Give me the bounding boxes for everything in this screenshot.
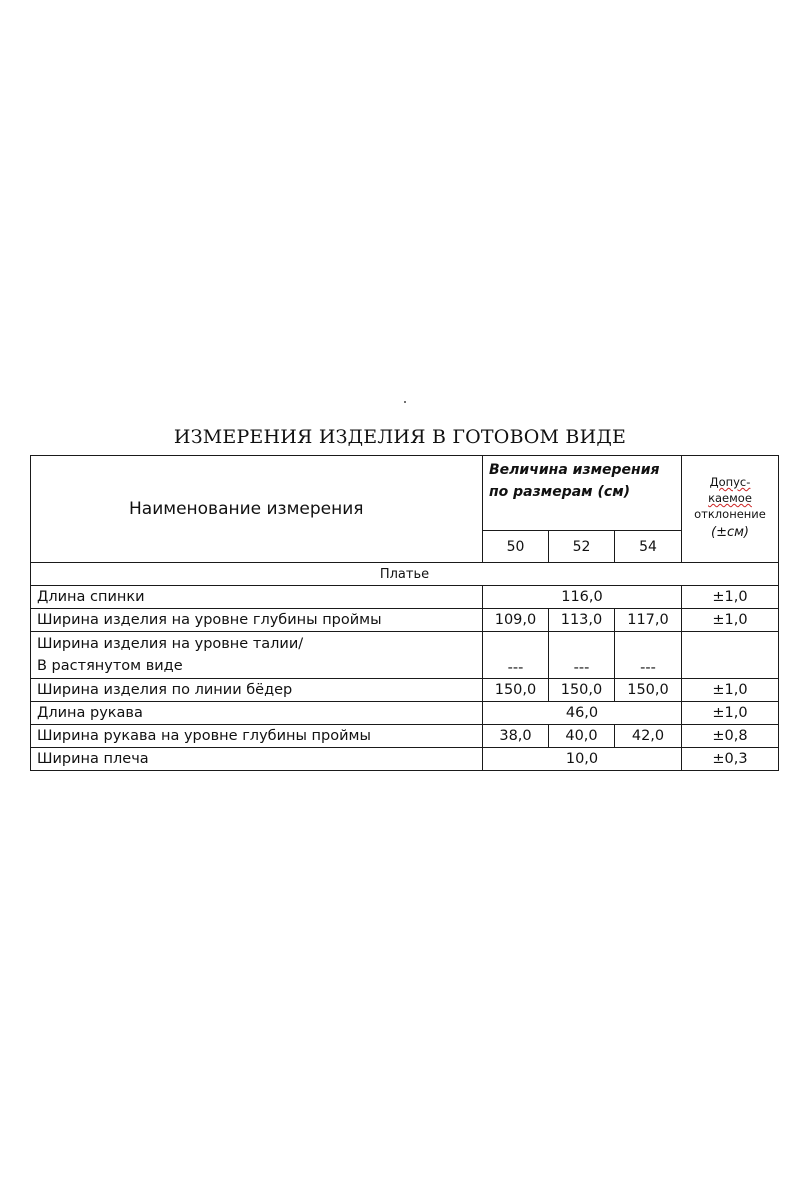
tolerance-label-line1: Допус- — [709, 475, 751, 489]
row-name-line1: Ширина изделия на уровне талии/ — [37, 636, 304, 652]
row-merged-value: 10,0 — [483, 748, 682, 771]
row-value-50: 150,0 — [483, 679, 549, 702]
tolerance-label-line2: каемое — [708, 491, 752, 505]
measurements-table — [30, 455, 779, 771]
row-value-54: 150,0 — [615, 679, 682, 702]
row-name: Ширина изделия по линии бёдер — [31, 679, 483, 702]
row-value-52: --- — [549, 632, 615, 679]
document-title: ИЗМЕРЕНИЯ ИЗДЕЛИЯ В ГОТОВОМ ВИДЕ — [173, 426, 627, 448]
row-tolerance — [682, 632, 779, 679]
row-name: Ширина рукава на уровне глубины проймы — [31, 725, 483, 748]
tolerance-label-line3: отклонение — [694, 507, 766, 521]
table-row — [31, 586, 779, 609]
size-header-54: 54 — [615, 531, 682, 563]
table-row — [31, 748, 779, 771]
table-row — [31, 609, 779, 632]
row-tolerance: ±1,0 — [682, 586, 779, 609]
table-row — [31, 725, 779, 748]
header-row — [31, 456, 779, 531]
row-tolerance: ±0,3 — [682, 748, 779, 771]
row-value-50: --- — [483, 632, 549, 679]
row-name: Ширина плеча — [31, 748, 483, 771]
section-label: Платье — [31, 563, 779, 586]
row-value-50: 109,0 — [483, 609, 549, 632]
row-value-54: 117,0 — [615, 609, 682, 632]
row-name: Длина рукава — [31, 702, 483, 725]
row-name: Ширина изделия на уровне глубины проймы — [31, 609, 483, 632]
table-row — [31, 632, 779, 679]
row-value-52: 113,0 — [549, 609, 615, 632]
row-merged-value: 116,0 — [483, 586, 682, 609]
row-value-50: 38,0 — [483, 725, 549, 748]
size-header-52: 52 — [549, 531, 615, 563]
tolerance-label-line4: (±см) — [711, 525, 749, 540]
row-merged-value: 46,0 — [483, 702, 682, 725]
stray-dot-mark — [404, 401, 406, 403]
row-name-line2: В растянутом виде — [37, 658, 183, 674]
row-tolerance: ±0,8 — [682, 725, 779, 748]
row-value-54: 42,0 — [615, 725, 682, 748]
section-row — [31, 563, 779, 586]
row-name — [31, 632, 483, 679]
header-tolerance-cell — [682, 456, 779, 563]
row-tolerance: ±1,0 — [682, 609, 779, 632]
header-value-cell: Величина измерения по размерам (см) — [483, 456, 682, 531]
row-tolerance: ±1,0 — [682, 679, 779, 702]
size-header-50: 50 — [483, 531, 549, 563]
row-name: Длина спинки — [31, 586, 483, 609]
row-tolerance: ±1,0 — [682, 702, 779, 725]
row-value-52: 40,0 — [549, 725, 615, 748]
row-value-52: 150,0 — [549, 679, 615, 702]
table-row — [31, 702, 779, 725]
row-value-54: --- — [615, 632, 682, 679]
header-name-cell: Наименование измерения — [31, 456, 483, 563]
table-row — [31, 679, 779, 702]
